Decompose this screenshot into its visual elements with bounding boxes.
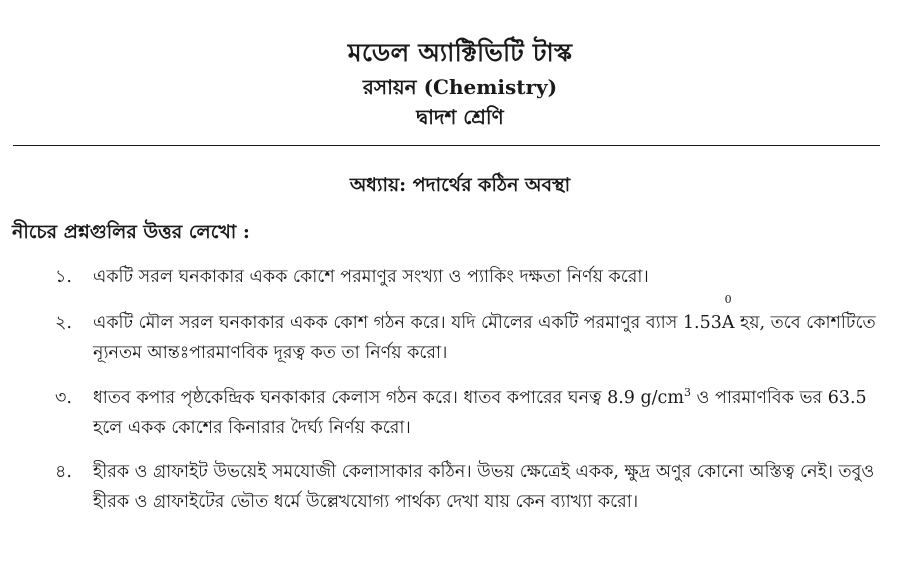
question-text-line: [93, 293, 885, 338]
question-text-line: ন্যূনতম আন্তঃপারমাণবিক দূরত্ব কত তা নির্ণয় করো।: [93, 343, 448, 363]
header-divider: [13, 145, 880, 146]
chapter-heading: অধ্যায়: পদার্থের কঠিন অবস্থা: [349, 174, 571, 196]
question-number: ২.: [55, 313, 72, 333]
question-text-line: হলে একক কোশের কিনারার দৈর্ঘ্য নির্ণয় করো।: [93, 418, 411, 438]
question-item: [55, 457, 885, 517]
angstrom-ring: 0: [724, 293, 732, 306]
document-header: [0, 0, 920, 132]
question-text-segment: ও পারমাণবিক ভর 63.5: [690, 388, 867, 408]
subject-heading: রসায়ন (Chemistry): [362, 75, 558, 99]
angstrom-symbol: A: [721, 313, 735, 333]
question-item: [55, 262, 885, 292]
cube-superscript: 3: [683, 386, 691, 399]
question-text-line: একটি সরল ঘনকাকার একক কোশে পরমাণুর সংখ্যা ও প্যাকিং দক্ষতা নির্ণয় করো।: [93, 267, 649, 287]
grade-heading: দ্বাদশ শ্রেণি: [416, 105, 504, 129]
question-text-segment: হয়, তবে কোশটিতে: [734, 313, 876, 333]
question-number: ৩.: [55, 388, 72, 408]
instruction-text: নীচের প্রশ্নগুলির উত্তর লেখো :: [12, 221, 250, 243]
question-text-line: হীরক ও গ্রাফাইট উভয়েই সমযোজী কেলাসাকার কঠিন। উভয় ক্ষেত্রেই একক, ক্ষুদ্র অণুর কোনো অস্তিত্ব নেই। তবুও: [93, 462, 875, 482]
question-text-line: [93, 383, 885, 413]
question-text-line: হীরক ও গ্রাফাইটের ভৌত ধর্মে উল্লেখযোগ্য পার্থক্য দেখা যায় কেন ব্যাখ্যা করো।: [93, 492, 639, 512]
question-item: [55, 383, 885, 443]
angstrom-unit: [721, 293, 735, 338]
question-text-segment: একটি মৌল সরল ঘনকাকার একক কোশ গঠন করে। যদি মৌলের একটি পরমাণুর ব্যাস 1.53: [93, 313, 722, 333]
question-number: ১.: [55, 267, 72, 287]
question-item: [55, 293, 885, 368]
document-title: মডেল অ্যাক্টিভিটি টাস্ক: [347, 38, 573, 67]
question-text-segment: ধাতব কপার পৃষ্ঠকেন্দ্রিক ঘনকাকার কেলাস গঠন করে। ধাতব কপারের ঘনত্ব 8.9 g/cm: [93, 388, 684, 408]
question-number: ৪.: [55, 462, 72, 482]
